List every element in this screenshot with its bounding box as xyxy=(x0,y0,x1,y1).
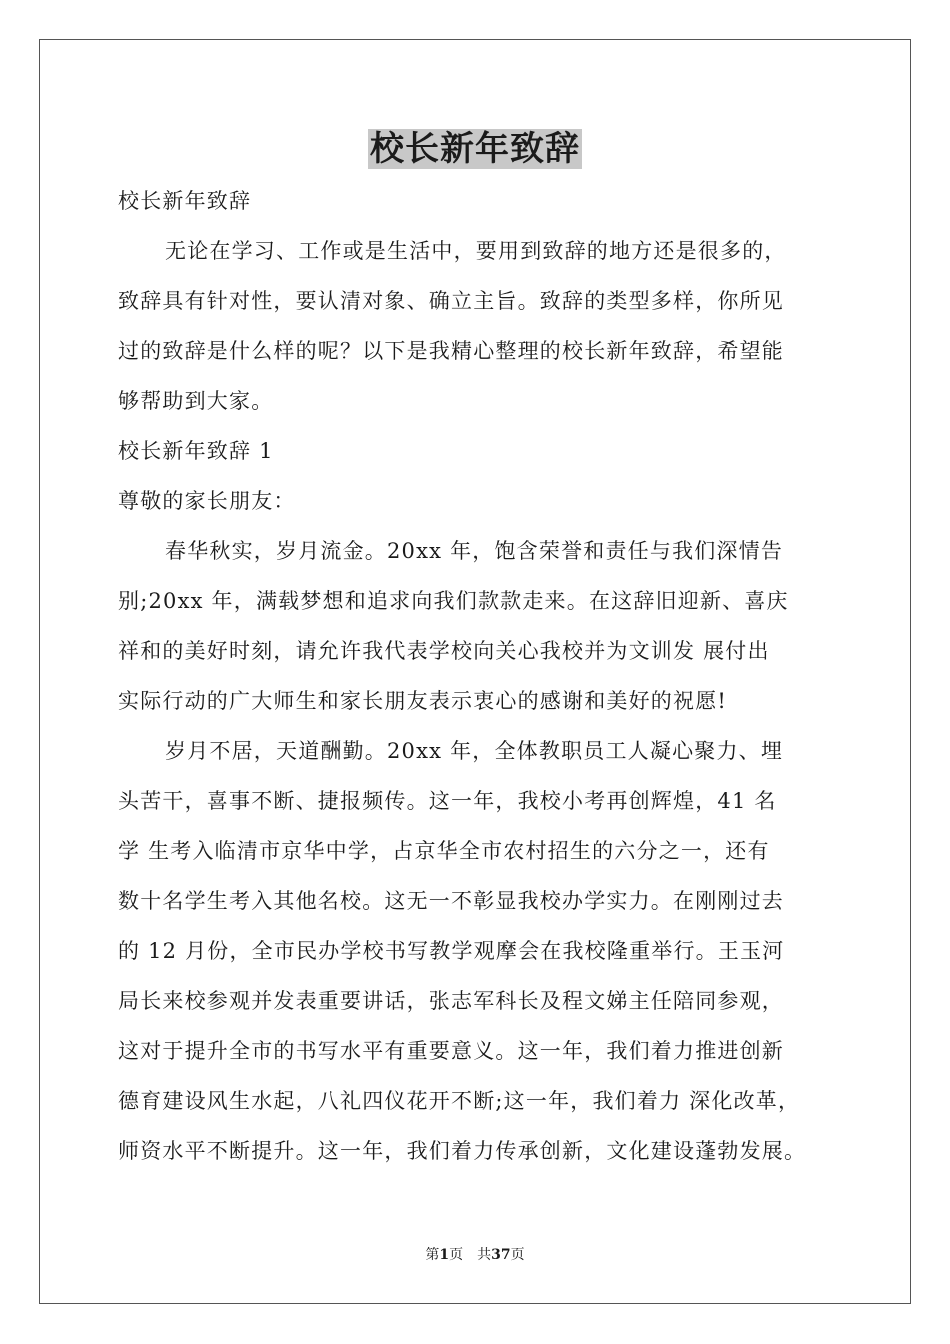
paragraph-line: 够帮助到大家。 xyxy=(118,389,274,413)
paragraph-line: 学 生考入临清市京华中学，占京华全市农村招生的六分之一，还有 xyxy=(118,839,770,863)
paragraph-line: 致辞具有针对性，要认清对象、确立主旨。致辞的类型多样，你所见 xyxy=(118,289,784,313)
paragraph-line: 实际行动的广大师生和家长朋友表示衷心的感谢和美好的祝愿! xyxy=(118,689,728,713)
page-prefix: 第 xyxy=(425,1247,440,1263)
paragraph-line: 德育建设风生水起，八礼四仪花开不断;这一年，我们着力 深化改革， xyxy=(118,1089,801,1113)
salutation: 尊敬的家长朋友： xyxy=(118,489,296,513)
paragraph-line: 师资水平不断提升。这一年，我们着力传承创新，文化建设蓬勃发展。 xyxy=(118,1139,807,1163)
paragraph-line: 春华秋实，岁月流金。20xx 年，饱含荣誉和责任与我们深情告 xyxy=(165,539,784,563)
total-pages: 37 xyxy=(491,1247,511,1263)
paragraph-line: 头苦干，喜事不断、捷报频传。这一年，我校小考再创辉煌，41 名 xyxy=(118,789,777,813)
paragraph-line: 别;20xx 年，满载梦想和追求向我们款款走来。在这辞旧迎新、喜庆 xyxy=(118,589,789,613)
paragraph-line: 数十名学生考入其他名校。这无一不彰显我校办学实力。在刚刚过去 xyxy=(118,889,784,913)
document-body xyxy=(118,176,858,1176)
subtitle: 校长新年致辞 xyxy=(118,189,252,213)
page-footer xyxy=(0,1245,950,1265)
document-title xyxy=(0,126,950,172)
paragraph-line: 过的致辞是什么样的呢？以下是我精心整理的校长新年致辞，希望能 xyxy=(118,339,784,363)
total-prefix: 共 xyxy=(477,1247,492,1263)
title-text: 校长新年致辞 xyxy=(370,129,580,169)
page-suffix: 页 xyxy=(449,1247,464,1263)
paragraph-line: 无论在学习、工作或是生活中，要用到致辞的地方还是很多的， xyxy=(165,239,787,263)
paragraph-line: 这对于提升全市的书写水平有重要意义。这一年，我们着力推进创新 xyxy=(118,1039,784,1063)
total-suffix: 页 xyxy=(510,1247,525,1263)
paragraph-line: 岁月不居，天道酬勤。20xx 年，全体教职员工人凝心聚力、埋 xyxy=(165,739,784,763)
paragraph-line: 祥和的美好时刻，请允许我代表学校向关心我校并为文训发 展付出 xyxy=(118,639,770,663)
section-heading: 校长新年致辞 1 xyxy=(118,439,274,463)
paragraph-line: 局长来校参观并发表重要讲话，张志军科长及程文娣主任陪同参观， xyxy=(118,989,784,1013)
page-number: 1 xyxy=(439,1247,450,1263)
paragraph-line: 的 12 月份，全市民办学校书写教学观摩会在我校隆重举行。王玉河 xyxy=(118,939,785,963)
